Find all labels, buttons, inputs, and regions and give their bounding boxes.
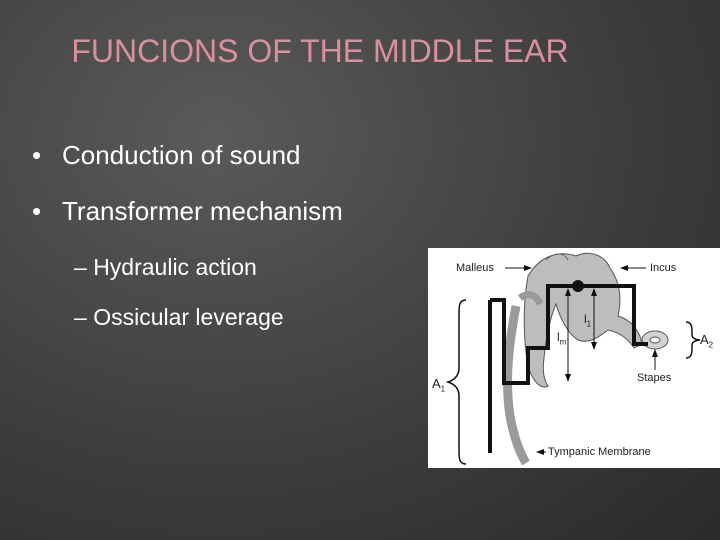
- sub-bullet-marker: –: [74, 304, 87, 330]
- stapes-label: Stapes: [637, 372, 672, 384]
- slide-title: FUNCIONS OF THE MIDDLE EAR: [71, 33, 569, 69]
- malleus-label: Malleus: [456, 262, 494, 274]
- sub-bullet-text: Ossicular leverage: [93, 304, 284, 330]
- sub-bullet-text: Hydraulic action: [93, 254, 257, 280]
- area-a1-label: $A_1$: [432, 376, 446, 394]
- area-a2-label: $A_2$: [700, 332, 714, 350]
- ossicle-lever-illustration: [428, 248, 720, 468]
- sub-bullet-item: [74, 304, 284, 331]
- bullet-text: Conduction of sound: [62, 140, 301, 170]
- bullet-item: [32, 140, 301, 171]
- sub-bullet-marker: –: [74, 254, 87, 280]
- sub-bullet-item: [74, 254, 257, 281]
- middle-ear-diagram: [428, 248, 720, 468]
- bullet-item: [32, 196, 343, 227]
- bullet-text: Transformer mechanism: [62, 196, 343, 226]
- tympanic-membrane-label: Tympanic Membrane: [548, 446, 651, 458]
- incus-label: Incus: [650, 262, 677, 274]
- bullet-marker: •: [32, 196, 42, 226]
- bullet-marker: •: [32, 140, 42, 170]
- lever-lm-label: $l_m$: [557, 330, 567, 347]
- lever-l1-label: $l_1$: [584, 312, 592, 329]
